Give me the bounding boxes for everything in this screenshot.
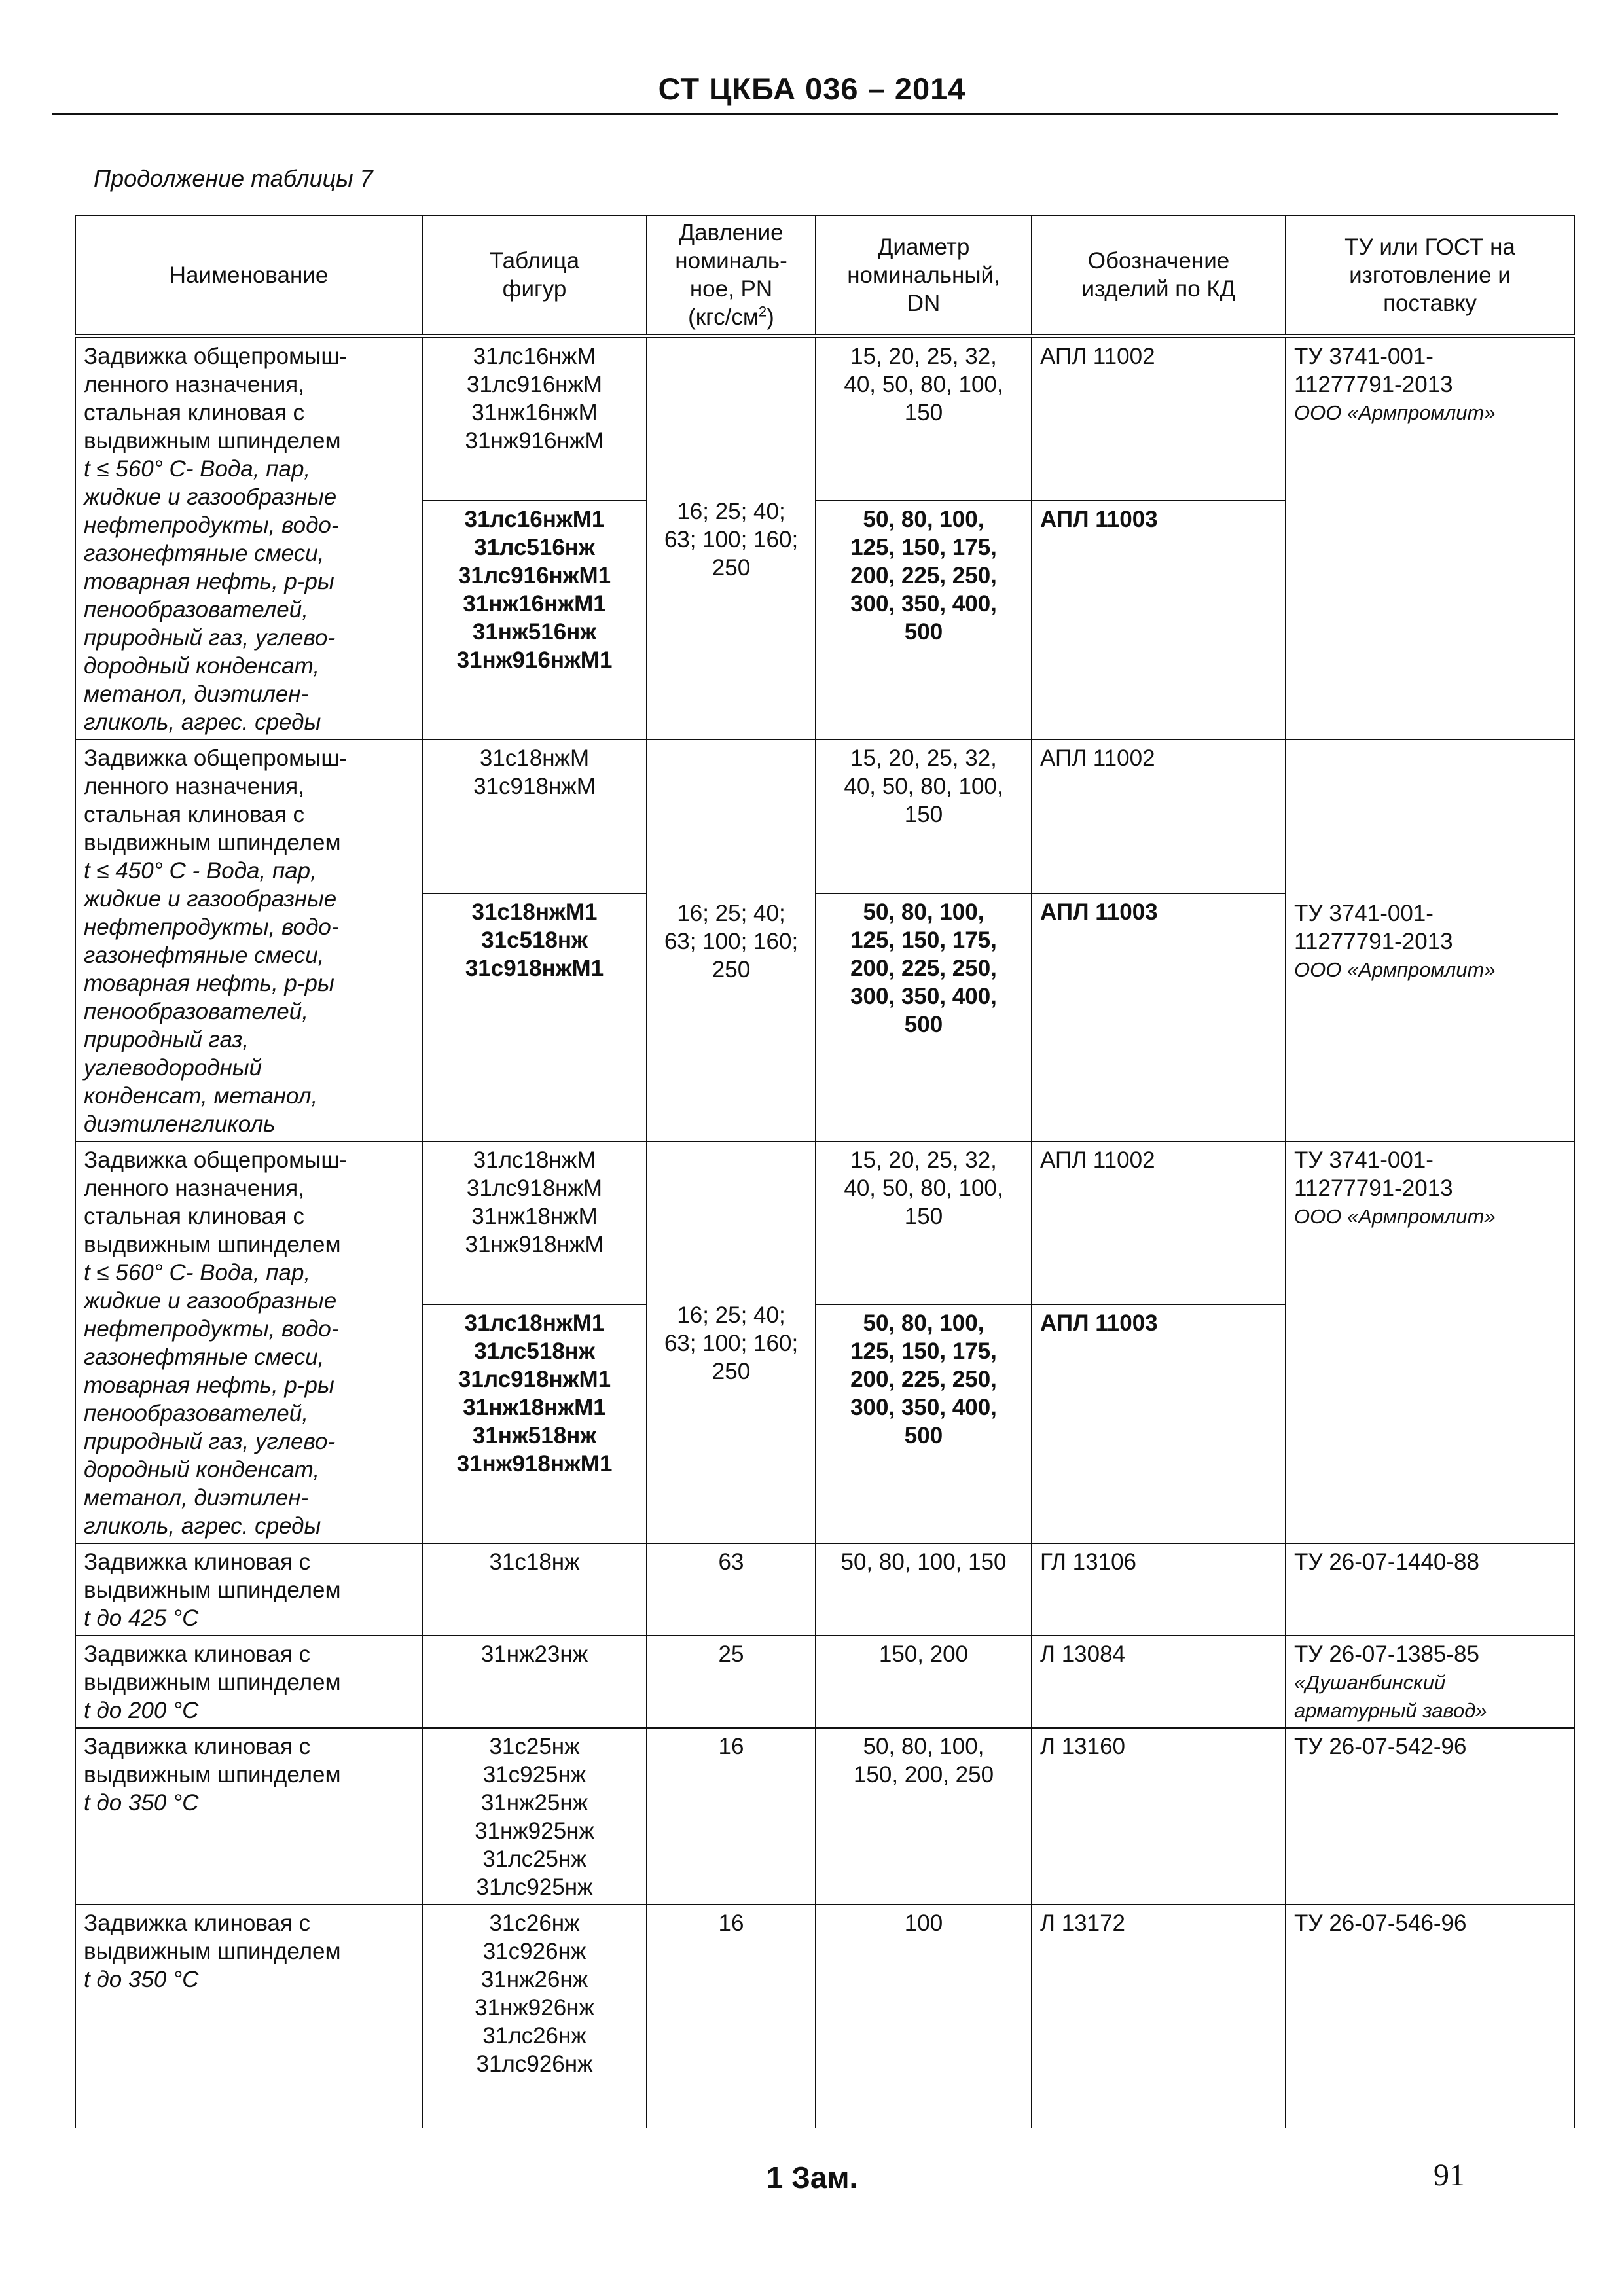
kd-code: АПЛ 11003 (1040, 1310, 1158, 1336)
cell-tu (1286, 1543, 1574, 1636)
figure-code: 31лс918нжМ1 (458, 1366, 611, 1392)
name-conditions-line: дородный конденсат, (84, 653, 320, 679)
figure-code: 31с925нж (482, 1762, 586, 1787)
figure-code: 31нж926нж (475, 1995, 594, 2020)
name-conditions-line: нефтепродукты, водо- (84, 914, 339, 940)
col-header-diameter: Диаметр номинальный, DN (816, 215, 1032, 336)
name-line: выдвижным шпинделем (84, 428, 341, 454)
diameter-line: 15, 20, 25, 32, (850, 1147, 997, 1173)
diameter-line: 150 (904, 1204, 943, 1229)
valve-table (75, 215, 1575, 2128)
cell-kd (1032, 740, 1286, 893)
cell-diameter (816, 336, 1032, 501)
name-conditions-line: природный газ, (84, 1027, 249, 1052)
pressure-line: 250 (712, 1358, 751, 1384)
cell-diameter (816, 1304, 1032, 1543)
diameter-line: 15, 20, 25, 32, (850, 344, 997, 369)
cell-diameter (816, 740, 1032, 893)
name-conditions-line: жидкие и газообразные (84, 1288, 337, 1314)
name-conditions-line: t до 350 °C (84, 1790, 199, 1816)
cell-pressure (647, 740, 816, 1141)
cell-diameter (816, 1141, 1032, 1304)
name-conditions-line: природный газ, углево- (84, 1429, 336, 1454)
kd-code: Л 13084 (1040, 1641, 1126, 1667)
table-row (75, 1728, 1574, 1905)
tu-manufacturer: ООО «Армпромлит» (1294, 958, 1496, 981)
diameter-line: 200, 225, 250, (850, 1366, 997, 1392)
tu-line: 11277791-2013 (1294, 928, 1453, 954)
diameter-line: 40, 50, 80, 100, (844, 1175, 1003, 1201)
tu-line: ТУ 26-07-542-96 (1294, 1734, 1467, 1759)
diameter-line: 300, 350, 400, (850, 591, 997, 617)
cell-kd (1032, 1304, 1286, 1543)
name-conditions-line: гликоль, агрес. среды (84, 709, 321, 735)
name-conditions-line: пенообразователей, (84, 1401, 308, 1426)
cell-figures (422, 1728, 647, 1905)
pressure-line: 16; 25; 40; (677, 498, 785, 524)
cell-figures (422, 501, 647, 740)
figure-code: 31нж18нжМ1 (463, 1394, 606, 1420)
cell-pressure (647, 336, 816, 740)
name-line: выдвижным шпинделем (84, 830, 341, 855)
diameter-line: 150, 200, 250 (853, 1762, 994, 1787)
name-conditions-line: товарная нефть, р-ры (84, 971, 334, 996)
pressure-value: 25 (718, 1641, 744, 1667)
cell-pressure (647, 1728, 816, 1905)
name-conditions-line: диэтиленгликоль (84, 1111, 276, 1137)
cell-diameter (816, 501, 1032, 740)
figure-code: 31нж16нжМ1 (463, 591, 606, 617)
name-line: Задвижка клиновая с (84, 1910, 311, 1936)
cell-kd (1032, 1905, 1286, 2128)
diameter-line: 40, 50, 80, 100, (844, 774, 1003, 799)
tu-line: 11277791-2013 (1294, 372, 1453, 397)
tu-manufacturer: «Душанбинский (1294, 1671, 1446, 1694)
cell-figures (422, 1304, 647, 1543)
diameter-line: 50, 80, 100, (863, 899, 984, 925)
figure-code: 31лс925нж (476, 1874, 593, 1900)
diameter-line: 15, 20, 25, 32, (850, 745, 997, 771)
name-line: Задвижка общепромыш- (84, 745, 348, 771)
diameter-line: 125, 150, 175, (850, 927, 997, 954)
cell-kd (1032, 1636, 1286, 1728)
diameter-line: 40, 50, 80, 100, (844, 372, 1003, 397)
cell-pressure (647, 1141, 816, 1543)
diameter-line: 300, 350, 400, (850, 984, 997, 1010)
cell-figures (422, 1543, 647, 1636)
cell-name (75, 1905, 422, 2128)
cell-tu (1286, 336, 1574, 740)
diameter-line: 500 (904, 1012, 943, 1038)
name-conditions-line: товарная нефть, р-ры (84, 1372, 334, 1398)
diameter-line: 500 (904, 1422, 943, 1448)
figure-code: 31с918нжМ1 (465, 956, 604, 982)
pressure-value: 16 (718, 1910, 744, 1936)
cell-diameter (816, 1543, 1032, 1636)
figure-code: 31лс25нж (482, 1846, 586, 1872)
cell-kd (1032, 336, 1286, 501)
cell-kd (1032, 1728, 1286, 1905)
figure-code: 31нж26нж (480, 1967, 588, 1992)
name-line: выдвижным шпинделем (84, 1939, 341, 1964)
name-line: Задвижка общепромыш- (84, 344, 348, 369)
name-line: выдвижным шпинделем (84, 1232, 341, 1257)
name-conditions-line: товарная нефть, р-ры (84, 569, 334, 594)
cell-diameter (816, 893, 1032, 1141)
pressure-line: 250 (712, 956, 751, 982)
table-row (75, 336, 1574, 501)
col-header-tu: ТУ или ГОСТ на изготовление и поставку (1286, 215, 1574, 336)
kd-code: АПЛ 11002 (1040, 745, 1155, 771)
col-header-name: Наименование (75, 215, 422, 336)
figure-code: 31нж25нж (480, 1790, 588, 1816)
name-conditions-line: гликоль, агрес. среды (84, 1513, 321, 1539)
figure-code: 31с25нж (489, 1734, 580, 1759)
cell-name (75, 1543, 422, 1636)
name-conditions-line: t до 200 °C (84, 1698, 199, 1723)
pressure-line: 63; 100; 160; (664, 1330, 799, 1356)
kd-code: АПЛ 11003 (1040, 507, 1158, 533)
pressure-line: 16; 25; 40; (677, 900, 785, 926)
tu-line: ТУ 26-07-1440-88 (1294, 1549, 1479, 1575)
cell-diameter (816, 1905, 1032, 2128)
pressure-line: 63; 100; 160; (664, 526, 799, 552)
cell-kd (1032, 501, 1286, 740)
diameter-line: 50, 80, 100, (863, 1310, 984, 1336)
figure-code: 31нж518нж (472, 1422, 597, 1448)
figure-code: 31нж925нж (475, 1818, 594, 1844)
pressure-line: 63; 100; 160; (664, 928, 799, 954)
figure-code: 31лс18нжМ1 (464, 1310, 605, 1336)
diameter-line: 100 (904, 1910, 943, 1936)
col-header-kd: Обозначение изделий по КД (1032, 215, 1286, 336)
name-line: стальная клиновая с (84, 802, 305, 827)
name-line: Задвижка клиновая с (84, 1641, 311, 1667)
pressure-value: 16 (718, 1734, 744, 1759)
cell-name (75, 1636, 422, 1728)
pressure-line: 16; 25; 40; (677, 1302, 785, 1328)
name-line: выдвижным шпинделем (84, 1670, 341, 1695)
name-conditions-line: жидкие и газообразные (84, 886, 337, 912)
figure-code: 31нж23нж (480, 1641, 588, 1667)
table-row (75, 1905, 1574, 2128)
name-conditions-line: газонефтяные смеси, (84, 942, 325, 968)
tu-line: ТУ 3741-001- (1294, 344, 1434, 369)
name-conditions-line: метанол, диэтилен- (84, 1485, 309, 1511)
figure-code: 31нж16нжМ (471, 400, 598, 425)
diameter-line: 50, 80, 100, (863, 1734, 984, 1759)
figure-code: 31лс516нж (474, 535, 595, 561)
kd-code: Л 13160 (1040, 1734, 1126, 1759)
change-note: 1 Зам. (766, 2161, 858, 2195)
kd-code: АПЛ 11003 (1040, 899, 1158, 925)
cell-tu (1286, 740, 1574, 1141)
figure-code: 31нж516нж (472, 619, 597, 645)
page-number: 91 (1434, 2158, 1465, 2193)
name-conditions-line: жидкие и газообразные (84, 484, 337, 510)
figure-code: 31нж18нжМ (471, 1204, 598, 1229)
name-conditions-line: t ≤ 450° C - Вода, пар, (84, 858, 317, 884)
pressure-value: 63 (718, 1549, 744, 1575)
name-conditions-line: пенообразователей, (84, 597, 308, 622)
name-conditions-line: дородный конденсат, (84, 1457, 320, 1482)
diameter-line: 125, 150, 175, (850, 535, 997, 561)
pressure-line: 250 (712, 554, 751, 581)
name-conditions-line: природный газ, углево- (84, 625, 336, 651)
name-conditions-line: метанол, диэтилен- (84, 681, 309, 707)
figure-code: 31с926нж (482, 1939, 586, 1964)
diameter-line: 150, 200 (878, 1641, 969, 1667)
tu-line: ТУ 26-07-1385-85 (1294, 1641, 1479, 1667)
diameter-line: 500 (904, 619, 943, 645)
kd-code: АПЛ 11002 (1040, 1147, 1155, 1173)
figure-code: 31нж916нжМ (465, 428, 604, 454)
name-line: выдвижным шпинделем (84, 1577, 341, 1603)
col-header-pressure: Давление номиналь- ное, PN $(кгс/см^2)$ (647, 215, 816, 336)
tu-manufacturer: арматурный завод» (1294, 1699, 1487, 1722)
name-conditions-line: нефтепродукты, водо- (84, 512, 339, 538)
table-row (75, 1141, 1574, 1304)
cell-figures (422, 1905, 647, 2128)
table-continuation-caption: Продолжение таблицы 7 (94, 165, 373, 192)
table-row (75, 1636, 1574, 1728)
figure-code: 31с918нжМ (473, 774, 596, 799)
cell-tu (1286, 1636, 1574, 1728)
name-conditions-line: углеводородный (84, 1055, 262, 1081)
cell-diameter (816, 1728, 1032, 1905)
diameter-line: 200, 225, 250, (850, 563, 997, 589)
tu-line: ТУ 3741-001- (1294, 900, 1434, 926)
diameter-line: 200, 225, 250, (850, 956, 997, 982)
cell-pressure (647, 1543, 816, 1636)
figure-code: 31с18нж (489, 1549, 580, 1575)
cell-kd (1032, 1141, 1286, 1304)
document-title: СТ ЦКБА 036 – 2014 (658, 71, 966, 106)
tu-manufacturer: ООО «Армпромлит» (1294, 1205, 1496, 1228)
diameter-line: 150 (904, 802, 943, 827)
diameter-line: 125, 150, 175, (850, 1338, 997, 1364)
cell-figures (422, 1141, 647, 1304)
figure-code: 31с26нж (489, 1910, 580, 1936)
tu-line: 11277791-2013 (1294, 1175, 1453, 1201)
figure-code: 31с18нжМ1 (471, 899, 598, 925)
figure-code: 31с18нжМ (479, 745, 590, 771)
figure-code: 31лс26нж (482, 2023, 586, 2049)
name-conditions-line: пенообразователей, (84, 999, 308, 1024)
diameter-line: 300, 350, 400, (850, 1394, 997, 1420)
cell-name (75, 1141, 422, 1543)
name-line: ленного назначения, (84, 1175, 304, 1201)
figure-code: 31лс16нжМ (473, 344, 596, 369)
name-line: Задвижка общепромыш- (84, 1147, 348, 1173)
cell-tu (1286, 1728, 1574, 1905)
cell-figures (422, 1636, 647, 1728)
tu-line: ТУ 3741-001- (1294, 1147, 1434, 1173)
name-conditions-line: газонефтяные смеси, (84, 541, 325, 566)
diameter-line: 50, 80, 100, 150 (840, 1549, 1007, 1575)
cell-figures (422, 336, 647, 501)
cell-name (75, 740, 422, 1141)
col-header-figures: Таблица фигур (422, 215, 647, 336)
table-row (75, 1543, 1574, 1636)
cell-kd (1032, 1543, 1286, 1636)
name-line: Задвижка клиновая с (84, 1734, 311, 1759)
figure-code: 31лс916нжМ (466, 372, 603, 397)
cell-pressure (647, 1905, 816, 2128)
figure-code: 31лс916нжМ1 (458, 563, 611, 589)
name-line: ленного назначения, (84, 774, 304, 799)
name-conditions-line: нефтепродукты, водо- (84, 1316, 339, 1342)
name-line: стальная клиновая с (84, 400, 305, 425)
name-conditions-line: t до 350 °C (84, 1967, 199, 1992)
name-conditions-line: t до 425 °C (84, 1605, 199, 1631)
figure-code: 31лс926нж (476, 2051, 593, 2077)
name-conditions-line: конденсат, метанол, (84, 1083, 318, 1109)
diameter-line: 150 (904, 400, 943, 425)
cell-pressure (647, 1636, 816, 1728)
name-conditions-line: t ≤ 560° C- Вода, пар, (84, 1260, 311, 1285)
figure-code: 31нж918нжМ (465, 1232, 604, 1257)
tu-manufacturer: ООО «Армпромлит» (1294, 401, 1496, 424)
cell-name (75, 336, 422, 740)
name-conditions-line: газонефтяные смеси, (84, 1344, 325, 1370)
diameter-line: 50, 80, 100, (863, 507, 984, 533)
name-line: выдвижным шпинделем (84, 1762, 341, 1787)
title-divider (52, 113, 1558, 115)
name-line: стальная клиновая с (84, 1204, 305, 1229)
figure-code: 31лс918нжМ (466, 1175, 603, 1201)
table-body (75, 336, 1574, 2128)
cell-name (75, 1728, 422, 1905)
cell-figures (422, 893, 647, 1141)
table-row (75, 740, 1574, 893)
cell-kd (1032, 893, 1286, 1141)
tu-line: ТУ 26-07-546-96 (1294, 1910, 1467, 1936)
cell-diameter (816, 1636, 1032, 1728)
figure-code: 31нж918нжМ1 (456, 1450, 613, 1477)
figure-code: 31нж916нжМ1 (456, 647, 613, 673)
name-line: Задвижка клиновая с (84, 1549, 311, 1575)
name-line: ленного назначения, (84, 372, 304, 397)
kd-code: ГЛ 13106 (1040, 1549, 1137, 1575)
cell-tu (1286, 1141, 1574, 1543)
figure-code: 31лс518нж (474, 1338, 595, 1364)
figure-code: 31лс16нжМ1 (464, 507, 605, 533)
figure-code: 31с518нж (481, 927, 588, 954)
name-conditions-line: t ≤ 560° C- Вода, пар, (84, 456, 311, 482)
cell-tu (1286, 1905, 1574, 2128)
cell-figures (422, 740, 647, 893)
table-header-row (75, 215, 1574, 336)
figure-code: 31лс18нжМ (473, 1147, 596, 1173)
kd-code: Л 13172 (1040, 1910, 1126, 1936)
kd-code: АПЛ 11002 (1040, 344, 1155, 369)
